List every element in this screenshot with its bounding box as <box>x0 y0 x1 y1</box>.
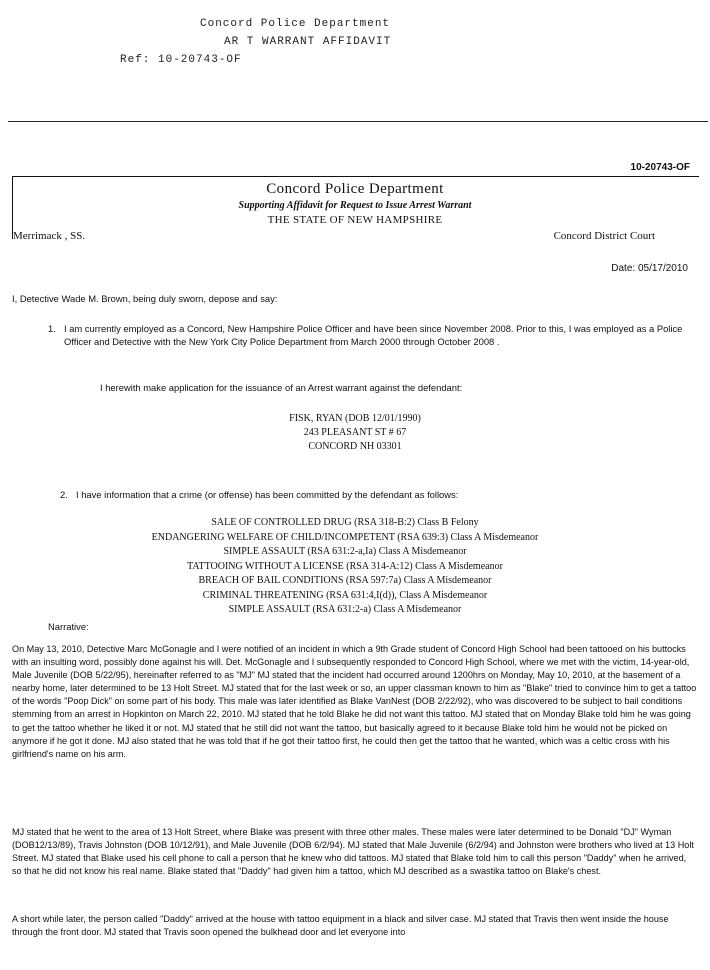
charges-list <box>0 516 690 618</box>
paragraph-1 <box>48 322 688 348</box>
paragraph-1-number: 1. <box>48 323 56 334</box>
narrative-paragraph: MJ stated that he went to the area of 13 Holt Street, where Blake was present with three other males. These males were later determined to be Donald "DJ" Wyman (DOB12/13/89), Travis Johnston (DOB 10/12/91), and Male Juvenile (DOB 6/2/94). MJ stated that Male Juvenile (6/2/94) and Johnston were brothers who lived at 13 Holt Street. MJ stated that Blake used his cell phone to call a person that he knew who did tattoos. MJ stated that Blake told him to call this person "Daddy" when he arrived, so that he did not know his real name. Blake stated that "Daddy" had given him a tattoo, which MJ described as a swastika tattoo on Blake's chest. <box>12 827 694 877</box>
affidavit-subtitle: Supporting Affidavit for Request to Issue Arrest Warrant <box>238 200 472 211</box>
charge-item: SIMPLE ASSAULT (RSA 631:2-a) Class A Misdemeanor <box>228 604 462 615</box>
fax-header-reference: Ref: 10-20743-OF <box>120 54 242 66</box>
county-label: Merrimack , SS. <box>13 230 86 242</box>
charge-item: CRIMINAL THREATENING (RSA 631:4,I(d)), Class A Misdemeanor <box>202 589 488 601</box>
fax-header-form-title: AR T WARRANT AFFIDAVIT <box>224 36 392 48</box>
narrative-label: Narrative: <box>48 621 89 632</box>
charge-item: SALE OF CONTROLLED DRUG (RSA 318-B:2) Class B Felony <box>211 517 479 528</box>
page-divider <box>8 121 708 122</box>
fax-header <box>0 0 710 80</box>
defendant-city: CONCORD NH 03301 <box>308 441 402 452</box>
charge-item: ENDANGERING WELFARE OF CHILD/INCOMPETENT (RSA 639:3) Class A Misdemeanor <box>151 531 539 543</box>
affidavit-date: Date: 05/17/2010 <box>611 263 688 274</box>
court-label: Concord District Court <box>553 230 655 242</box>
charge-item: TATTOOING WITHOUT A LICENSE (RSA 314-A:12) Class A Misdemeanor <box>187 560 503 572</box>
paragraph-2 <box>60 488 680 501</box>
charge-item: SIMPLE ASSAULT (RSA 631:2-a,Ia) Class A Misdemeanor <box>223 546 467 557</box>
paragraph-2-text: I have information that a crime (or offense) has been committed by the defendant as follows: <box>76 489 459 500</box>
narrative-paragraph: A short while later, the person called "Daddy" arrived at the house with tattoo equipment in a black and silver case. MJ stated that Travis then went inside the house through the front door. MJ stated that Travis soon opened the bulkhead door and let everyone into <box>12 914 669 938</box>
application-statement: I herewith make application for the issuance of an Arrest warrant against the defendant: <box>100 382 463 393</box>
defendant-street: 243 PLEASANT ST # 67 <box>303 427 407 438</box>
fax-header-department: Concord Police Department <box>200 18 391 30</box>
oath-statement: I, Detective Wade M. Brown, being duly sworn, depose and say: <box>12 293 278 304</box>
state-heading: THE STATE OF NEW HAMPSHIRE <box>267 214 443 226</box>
paragraph-2-number: 2. <box>60 489 68 500</box>
narrative-paragraph: On May 13, 2010, Detective Marc McGonagle and I were notified of an incident in which a 9th Grade student of Concord High School had been tattooed on his buttocks with an insulting word, possibly done against his will. Det. McGonagle and I subsequently responded to Concord High School, where we met with the victim, 14-year-old, Male Juvenile (DOB 5/22/95), hereinafter referred to as "MJ" MJ stated that the incident had occurred around 1200hrs on Monday, May 10, 2010, at the basement of a nearby home, later determined to be 13 Holt Street. MJ stated that for the last week or so, an upper classman known to him as "Blake" tried to convince him to get a tattoo of the words "Poop Dick" on some part of his body. This male was later identified as Blake VanNest (DOB 2/22/92), who was discovered to be subject to bail conditions stemming from an arrest in Hopkinton on March 22, 2010. MJ stated that he told Blake he did not want this tattoo. MJ stated that on Monday Blake told him he was going to get the tattoo whether he liked it or not. MJ stated that he still did not want the tattoo, but basically agreed to it because Blake told him he would not be picked on anymore if he got it done. MJ also stated that he was told that if he got their tattoo first, he could then get the tattoo that he wanted, which was a celtic cross with his girlfriend's name on his arm. <box>12 644 697 759</box>
defendant-name: FISK, RYAN (DOB 12/01/1990) <box>289 413 421 424</box>
charge-item: BREACH OF BAIL CONDITIONS (RSA 597:7a) Class A Misdemeanor <box>198 575 492 586</box>
defendant-block <box>0 412 710 454</box>
paragraph-1-text: I am currently employed as a Concord, New Hampshire Police Officer and have been since November 2008. Prior to this, I was employed as a Police Officer and Detective with the New York City Police Department from March 2000 through October 2008 . <box>64 323 683 348</box>
department-title: Concord Police Department <box>266 181 444 197</box>
document-number: 10-20743-OF <box>630 162 690 173</box>
